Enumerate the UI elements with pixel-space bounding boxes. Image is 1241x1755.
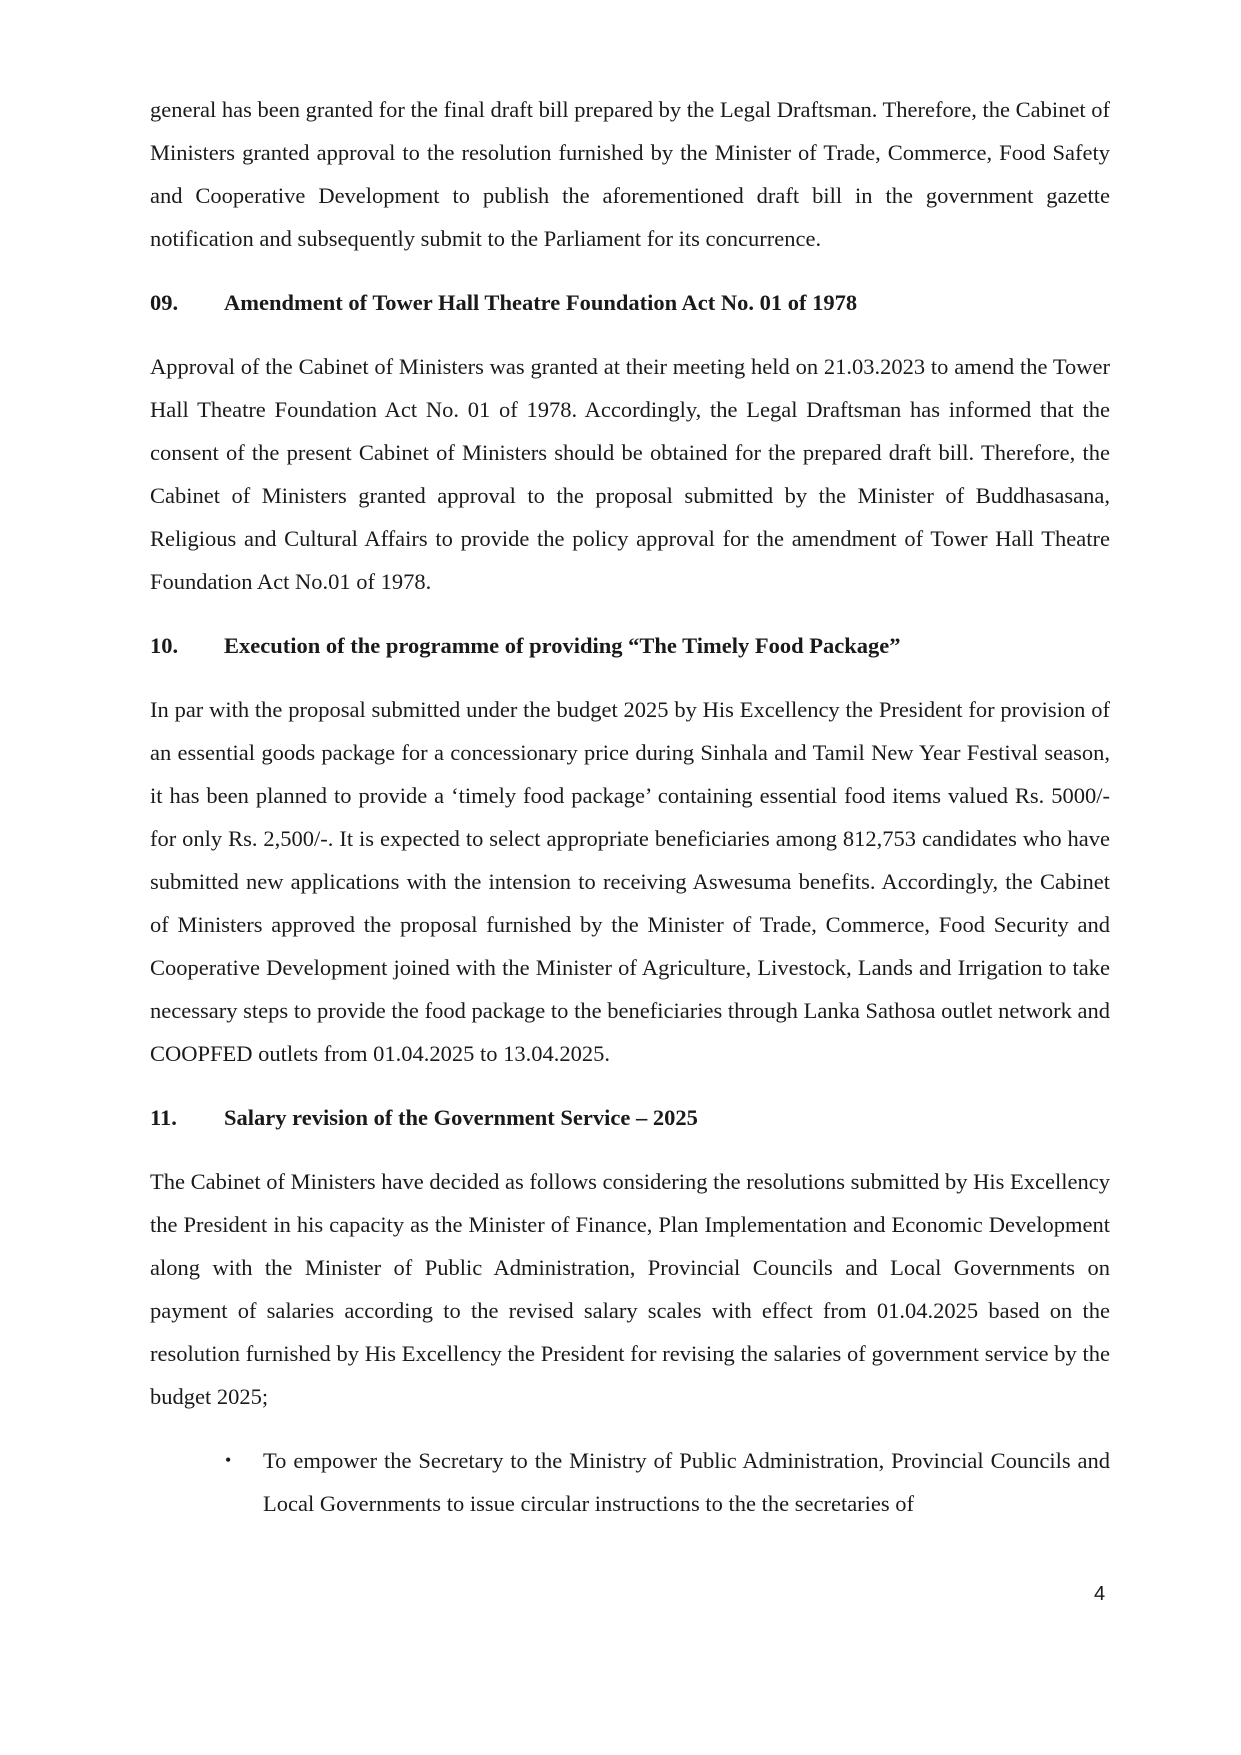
section-title: Salary revision of the Government Service – 2025 [224,1105,698,1130]
section-title: Amendment of Tower Hall Theatre Foundation Act No. 01 of 1978 [224,290,858,315]
section-number: 10. [150,633,179,658]
section-body-11: The Cabinet of Ministers have decided as follows considering the resolutions submitted by His Excellency the President in his capacity as the Minister of Finance, Plan Implementation and Economic Development along with the Minister of Public Administration, Provincial Councils and Local Governments on payment of salaries according to the revised salary scales with effect from 01.04.2025 based on the resolution furnished by His Excellency the President for revising the salaries of government service by the budget 2025; [150,1169,1110,1409]
list-item [225,1439,1110,1525]
bullet-list [150,1439,1110,1525]
bullet-icon: • [225,1450,232,1470]
section-title: Execution of the programme of providing “The Timely Food Package” [224,633,901,658]
section-heading-09 [150,281,1110,324]
section-number: 09. [150,290,179,315]
continuation-paragraph: general has been granted for the final draft bill prepared by the Legal Draftsman. Therefore, the Cabinet of Ministers granted approval to the resolution furnished by the Minister of Trade, Commerce, Food Safety and Cooperative Development to publish the aforementioned draft bill in the government gazette notification and subsequently submit to the Parliament for its concurrence. [150,97,1110,251]
document-page [150,88,1110,1525]
page-number: 4 [1094,1583,1106,1605]
section-body-09: Approval of the Cabinet of Ministers was granted at their meeting held on 21.03.2023 to amend the Tower Hall Theatre Foundation Act No. 01 of 1978. Accordingly, the Legal Draftsman has informed that the consent of the present Cabinet of Ministers should be obtained for the prepared draft bill. Therefore, the Cabinet of Ministers granted approval to the proposal submitted by the Minister of Buddhasasana, Religious and Cultural Affairs to provide the policy approval for the amendment of Tower Hall Theatre Foundation Act No.01 of 1978. [150,354,1110,594]
section-heading-10 [150,624,1110,667]
section-heading-11 [150,1096,1110,1139]
section-body-10: In par with the proposal submitted under the budget 2025 by His Excellency the President for provision of an essential goods package for a concessionary price during Sinhala and Tamil New Year Festival season, it has been planned to provide a ‘timely food package’ containing essential food items valued Rs. 5000/- for only Rs. 2,500/-. It is expected to select appropriate beneficiaries among 812,753 candidates who have submitted new applications with the intension to receiving Aswesuma benefits. Accordingly, the Cabinet of Ministers approved the proposal furnished by the Minister of Trade, Commerce, Food Security and Cooperative Development joined with the Minister of Agriculture, Livestock, Lands and Irrigation to take necessary steps to provide the food package to the beneficiaries through Lanka Sathosa outlet network and COOPFED outlets from 01.04.2025 to 13.04.2025. [150,697,1110,1066]
bullet-text: To empower the Secretary to the Ministry of Public Administration, Provincial Councils and Local Governments to issue circular instructions to the the secretaries of [263,1448,1110,1516]
section-number: 11. [150,1105,177,1130]
